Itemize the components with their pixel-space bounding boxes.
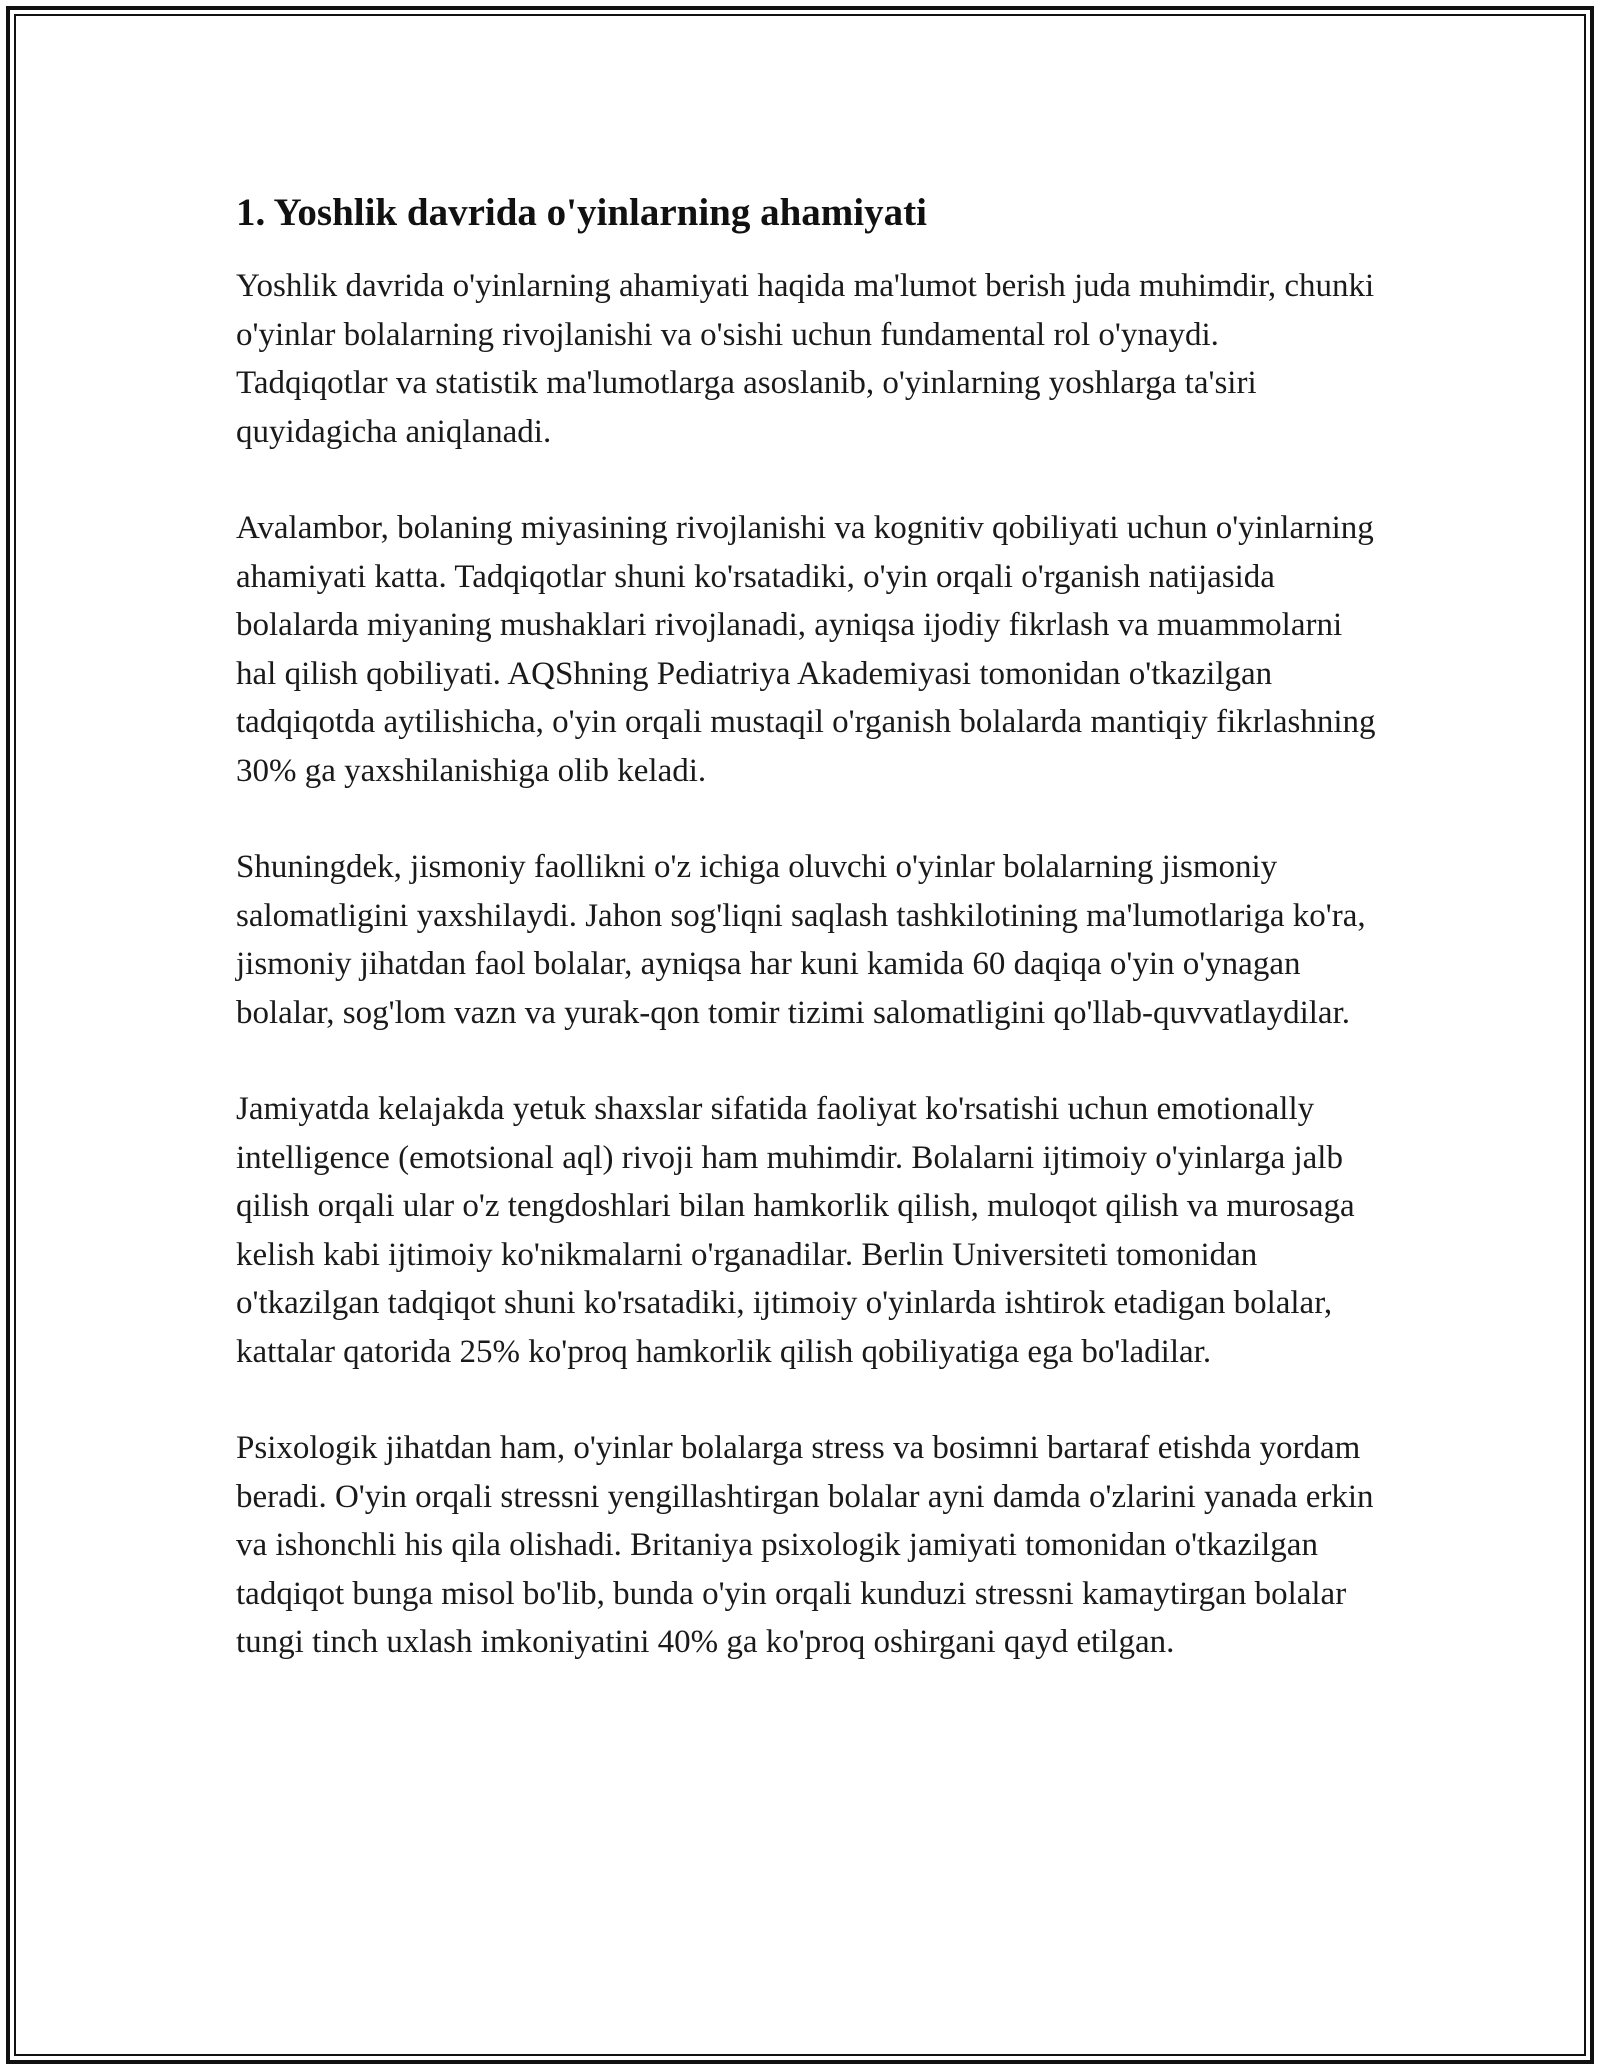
paragraph-social: Jamiyatda kelajakda yetuk shaxslar sifatida faoliyat ko'rsatishi uchun emotionally intelligence (emotsional aql) rivoji ham muhimdir. Bolalarni ijtimoiy o'yinlarga jalb qilish orqali ular o'z tengdoshlari bilan hamkorlik qilish, muloqot qilish va murosaga kelish kabi ijtimoiy ko'nikmalarni o'rganadilar. Berlin Universiteti tomonidan o'tkazilgan tadqiqot shuni ko'rsatadiki, ijtimoiy o'yinlarda ishtirok etadigan bolalar, kattalar qatorida 25% ko'proq hamkorlik qilish qobiliyatiga ega bo'ladilar. [236, 1091, 1355, 1370]
document-body [236, 186, 1376, 1715]
section-heading: 1. Yoshlik davrida o'yinlarning ahamiyati [236, 191, 927, 234]
paragraph-physical: Shuningdek, jismoniy faollikni o'z ichiga oluvchi o'yinlar bolalarning jismoniy salomatligini yaxshilaydi. Jahon sog'liqni saqlash tashkilotining ma'lumotlariga ko'ra, jismoniy jihatdan faol bolalar, ayniqsa har kuni kamida 60 daqiqa o'yin o'ynagan bolalar, sog'lom vazn va yurak-qon tomir tizimi salomatligini qo'llab-quvvatlaydilar. [236, 849, 1366, 1031]
paragraph-intro: Yoshlik davrida o'yinlarning ahamiyati haqida ma'lumot berish juda muhimdir, chunki o'yinlar bolalarning rivojlanishi va o'sishi uchun fundamental rol o'ynaydi. Tadqiqotlar va statistik ma'lumotlarga asoslanib, o'yinlarning yoshlarga ta'siri quyidagicha aniqlanadi. [236, 268, 1375, 450]
paragraph-psychological: Psixologik jihatdan ham, o'yinlar bolalarga stress va bosimni bartaraf etishda yordam beradi. O'yin orqali stressni yengillashtirgan bolalar ayni damda o'zlarini yanada erkin va ishonchli his qila olishadi. Britaniya psixologik jamiyati tomonidan o'tkazilgan tadqiqot bunga misol bo'lib, bunda o'yin orqali kunduzi stressni kamaytirgan bolalar tungi tinch uxlash imkoniyatini 40% ga ko'proq oshirgani qayd etilgan. [236, 1430, 1374, 1660]
paragraph-cognitive: Avalambor, bolaning miyasining rivojlanishi va kognitiv qobiliyati uchun o'yinlarning ahamiyati katta. Tadqiqotlar shuni ko'rsatadiki, o'yin orqali o'rganish natijasida bolalarda miyaning mushaklari rivojlanadi, ayniqsa ijodiy fikrlash va muammolarni hal qilish qobiliyati. AQShning Pediatriya Akademiyasi tomonidan o'tkazilgan tadqiqotda aytilishicha, o'yin orqali mustaqil o'rganish bolalarda mantiqiy fikrlashning 30% ga yaxshilanishiga olib keladi. [236, 510, 1376, 789]
